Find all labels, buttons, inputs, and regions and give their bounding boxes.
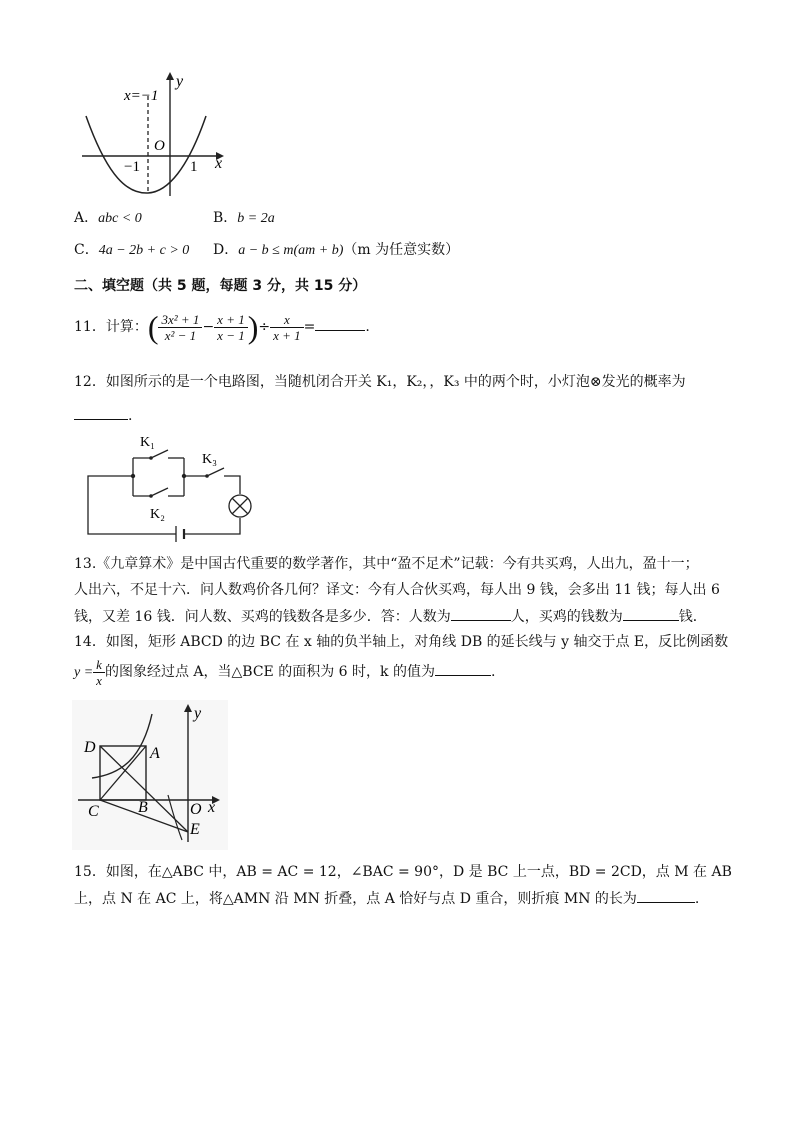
origin-label: O bbox=[190, 801, 202, 818]
close-paren: ) bbox=[247, 309, 259, 345]
q11 bbox=[74, 304, 370, 350]
option-a-label: A． bbox=[74, 210, 99, 226]
q12-period: . bbox=[128, 408, 133, 424]
tick-pos-label: 1 bbox=[190, 159, 198, 175]
bottom-right-wire bbox=[184, 518, 240, 534]
q12-answer-blank bbox=[74, 405, 128, 420]
option-b-label: B． bbox=[213, 210, 238, 226]
right-wire bbox=[224, 476, 240, 494]
q10-row-ab bbox=[74, 208, 142, 229]
x-axis-label: x bbox=[208, 799, 216, 816]
q14-end: . bbox=[490, 664, 496, 680]
q13-line3-a: 钱，又差 16 钱．问人数、买鸡的钱数各是多少．答：人数为 bbox=[74, 609, 451, 625]
q11-equals: = bbox=[303, 319, 316, 335]
q14-frac-num: k bbox=[93, 657, 105, 673]
q11-frac3 bbox=[270, 312, 304, 343]
open-paren: ( bbox=[147, 309, 159, 345]
option-d-note: （m 为任意实数） bbox=[343, 242, 460, 258]
q10-option-c bbox=[74, 240, 189, 261]
q13-line2: 人出六，不足十六．问人数鸡价各几何？译文：今有人合伙买鸡，每人出 9 钱，会多出 11 钱；每人出 6 bbox=[74, 582, 720, 598]
point-d-label: D bbox=[84, 739, 96, 756]
q15-line2-text: 上，点 N 在 AC 上，将△AMN 沿 MN 折叠，点 A 恰好与点 D 重合，则折痕 MN 的长为 bbox=[74, 891, 637, 907]
q11-frac2-den: x − 1 bbox=[217, 327, 245, 343]
symmetry-label: x=−1 bbox=[124, 88, 159, 104]
q11-div: ÷ bbox=[258, 319, 271, 335]
option-d-text: a − b ≤ m(am + b) bbox=[238, 243, 344, 258]
k2-label: K₂ bbox=[150, 507, 165, 522]
k1-switch-blade bbox=[151, 450, 168, 458]
y-axis-label: y bbox=[176, 73, 184, 90]
origin-label: O bbox=[154, 138, 165, 154]
q14-line2 bbox=[74, 652, 495, 692]
q11-frac2 bbox=[214, 312, 248, 343]
q13-line3-c: 钱． bbox=[678, 609, 707, 625]
q10-option-d bbox=[213, 240, 459, 261]
q11-frac2-num: x + 1 bbox=[214, 312, 248, 328]
q11-frac1 bbox=[158, 312, 202, 343]
section2-title: 二、填空题（共 5 题，每题 3 分，共 15 分） bbox=[74, 278, 367, 294]
tick-neg-label: −1 bbox=[124, 159, 140, 175]
point-c-label: C bbox=[88, 803, 99, 820]
q15-end: . bbox=[694, 891, 700, 907]
parabola-curve bbox=[86, 116, 206, 193]
option-a-text: abc < 0 bbox=[98, 211, 142, 226]
y-axis-arrow bbox=[166, 72, 174, 80]
option-c-text: 4a − 2b + c > 0 bbox=[98, 243, 190, 258]
q12-line2 bbox=[74, 405, 132, 426]
k2-switch-blade bbox=[151, 488, 168, 496]
point-e-label: E bbox=[190, 821, 200, 838]
q14-y-eq: y = bbox=[74, 665, 94, 680]
option-b-text: b = 2a bbox=[237, 211, 275, 226]
q11-frac3-den: x + 1 bbox=[273, 327, 301, 343]
parabola-figure bbox=[78, 68, 228, 200]
k1-label: K₁ bbox=[140, 435, 155, 450]
q14-frac-den: x bbox=[96, 672, 102, 688]
q13-line3-b: 人，买鸡的钱数为 bbox=[510, 609, 623, 625]
point-a-label: A bbox=[150, 745, 160, 762]
left-wire bbox=[88, 476, 176, 534]
q15-answer-blank bbox=[637, 888, 695, 903]
q11-label: 11．计算： bbox=[74, 319, 148, 335]
q13-line3 bbox=[74, 606, 707, 627]
q12-line1: 12．如图所示的是一个电路图，当随机闭合开关 K₁，K₂，，K₃ 中的两个时，小灯泡⊗发光的概率为 bbox=[74, 374, 686, 390]
q11-minus: − bbox=[202, 319, 215, 335]
option-c-label: C． bbox=[74, 242, 99, 258]
q10-option-b bbox=[213, 208, 275, 229]
k3-label: K₃ bbox=[202, 452, 217, 467]
q15-line1: 15．如图，在△ABC 中，AB = AC = 12，∠BAC = 90°，D 是 BC 上一点，BD = 2CD，点 M 在 AB bbox=[74, 864, 732, 880]
k3-switch-blade bbox=[207, 468, 224, 476]
q13-blank-people bbox=[451, 606, 511, 621]
junction-left bbox=[131, 474, 135, 478]
circuit-figure bbox=[78, 430, 263, 542]
q14-line1: 14．如图，矩形 ABCD 的边 BC 在 x 轴的负半轴上，对角线 DB 的延长线与 y 轴交于点 E，反比例函数 bbox=[74, 634, 729, 650]
q11-answer-blank bbox=[315, 316, 365, 331]
q13-line1: 13.《九章算术》是中国古代重要的数学著作，其中“盈不足术”记载：今有共买鸡，人出九，盈十一； bbox=[74, 556, 699, 572]
q13-blank-price bbox=[623, 606, 679, 621]
rectangle-figure bbox=[72, 700, 228, 850]
option-d-label: D． bbox=[213, 242, 239, 258]
x-axis-label: x bbox=[215, 155, 223, 172]
q11-frac3-num: x bbox=[270, 312, 304, 328]
q11-period: . bbox=[365, 319, 370, 335]
point-b-label: B bbox=[138, 799, 148, 816]
q15-line2 bbox=[74, 888, 699, 909]
q14-answer-blank bbox=[435, 661, 491, 676]
q14-frac bbox=[93, 657, 105, 688]
q11-frac1-den: x² − 1 bbox=[164, 327, 197, 343]
q14-line2-text: 的图象经过点 A，当△BCE 的面积为 6 时，k 的值为 bbox=[104, 664, 435, 680]
q11-frac1-num: 3x² + 1 bbox=[158, 312, 202, 328]
y-axis-label: y bbox=[194, 705, 202, 722]
